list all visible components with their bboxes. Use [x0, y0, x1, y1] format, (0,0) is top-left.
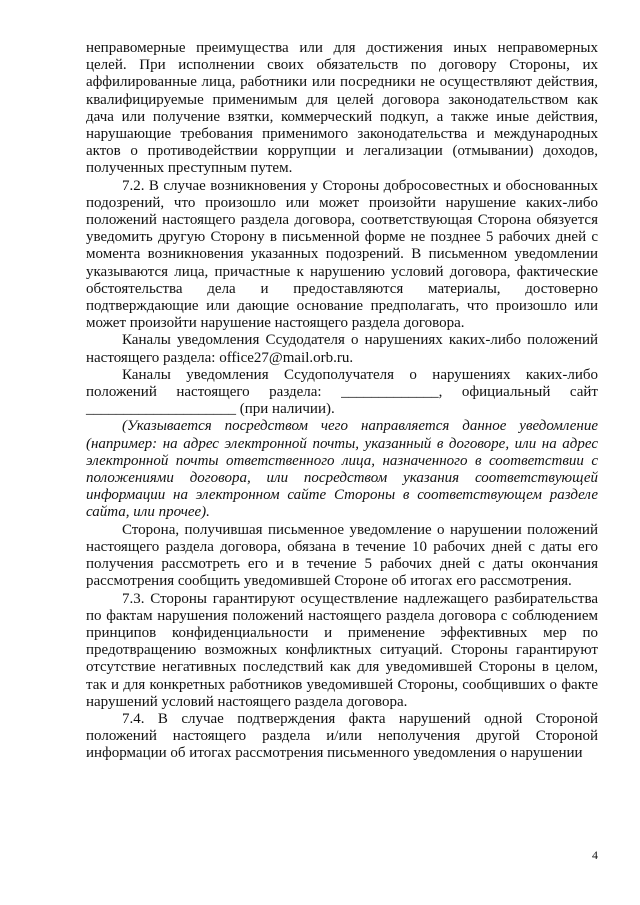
paragraph-lender-channels: Каналы уведомления Ссудодателя о нарушениях каких-либо положений настоящего раздела: office27@mail.orb.ru.: [86, 332, 598, 366]
paragraph-clause-7-4: 7.4. В случае подтверждения факта нарушений одной Стороной положений настоящего раздела и/или неполучения другой Стороной информации об итогах рассмотрения письменного уведомления о нарушении: [86, 710, 598, 762]
paragraph-clause-7-3: 7.3. Стороны гарантируют осуществление надлежащего разбирательства по фактам нарушения положений настоящего раздела договора с соблюдением принципов конфиденциальности и применение эффективных мер по предотвращению возможных конфликтных ситуаций. Стороны гарантируют отсутствие негативных последствий как для уведомившей Стороны в целом, так и для конкретных работников уведомившей Стороны, сообщивших о факте нарушений условий настоящего раздела договора.: [86, 590, 598, 710]
paragraph-clause-7-2: 7.2. В случае возникновения у Стороны добросовестных и обоснованных подозрений, что произошло или может произойти нарушение каких-либо положений настоящего раздела договора, соответствующая Сторона обязуется уведомить другую Сторону в письменной форме не позднее 5 рабочих дней с момента возникновения указанных подозрений. В письменном уведомлении указываются лица, причастные к нарушению условий договора, фактические обстоятельства дела и предоставляются материалы, достоверно подтверждающие или дающие основание предполагать, что произошло или может произойти нарушение настоящего раздела договора.: [86, 177, 598, 332]
paragraph-instruction-note: (Указывается посредством чего направляется данное уведомление (например: на адрес электронной почты, указанный в договоре, или на адрес электронной почты ответственного лица, назначенного в соответствии с положениями договора, или посредством указания соответствующей информации на электронном сайте Стороны в соответствующем разделе сайта, или прочее).: [86, 418, 598, 521]
paragraph-continuation: неправомерные преимущества или для достижения иных неправомерных целей. При исполнении своих обязательств по договору Стороны, их аффилированные лица, работники или посредники не осуществляют действия, квалифицируемые применимым для целей договора законодательством как дача или получение взятки, коммерческий подкуп, а также иные действия, нарушающие требования применимого законодательства и международных актов о противодействии коррупции и легализации (отмывании) доходов, полученных преступным путем.: [86, 40, 598, 177]
paragraph-notified-party: Сторона, получившая письменное уведомление о нарушении положений настоящего раздела договора, обязана в течение 10 рабочих дней с даты его получения рассмотреть его и в течение 5 рабочих дней с даты окончания рассмотрения сообщить уведомившей Стороне об итогах его рассмотрения.: [86, 521, 598, 590]
paragraph-borrower-channels: Каналы уведомления Ссудополучателя о нарушениях каких-либо положений настоящего раздела: _____________, официальный сайт ____________________ (при наличии).: [86, 366, 598, 418]
document-page: [86, 40, 598, 763]
page-number: 4: [592, 848, 598, 862]
